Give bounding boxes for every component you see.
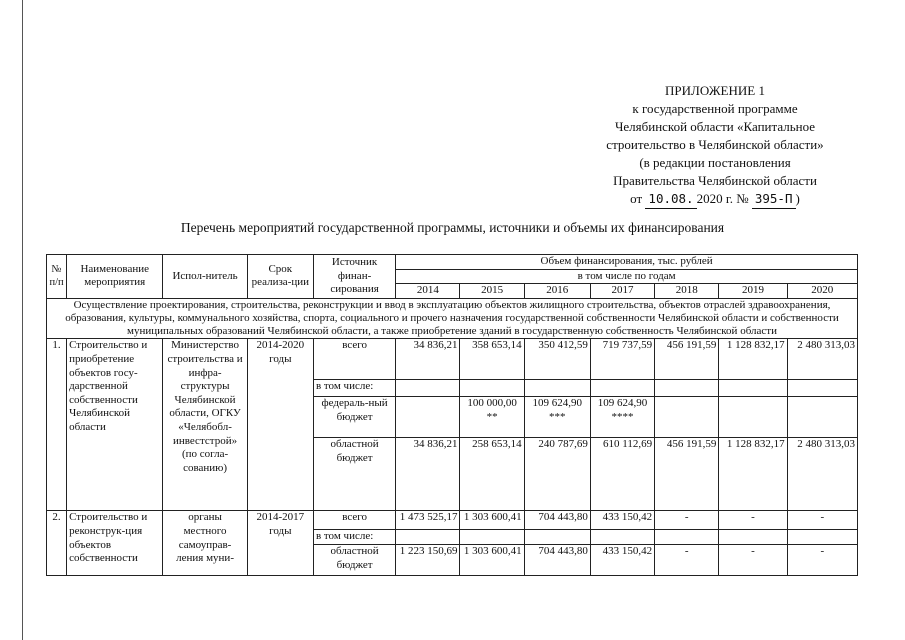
document-title: Перечень мероприятий государственной программы, источники и объемы их финансирования: [180, 220, 725, 235]
row2-reg-2020: -: [787, 545, 857, 576]
row1-fed-2014: [396, 397, 460, 438]
decree-number: 395-П: [752, 190, 796, 209]
year-cell: 2015: [460, 284, 524, 299]
row2-reg-2015: 1 303 600,41: [460, 545, 524, 576]
row1-fed-2017: 109 624,90 ****: [590, 397, 654, 438]
header-date-line: [560, 190, 870, 209]
row2-source-including: в том числе:: [313, 530, 395, 545]
appendix-header: [560, 82, 870, 209]
row1-fed-2015: 100 000,00 **: [460, 397, 524, 438]
header-line4: строительство в Челябинской области»: [606, 137, 824, 152]
row2-reg-2018: -: [655, 545, 719, 576]
header-line6: Правительства Челябинской области: [613, 173, 817, 188]
row2-total-2016: 704 443,80: [524, 511, 590, 530]
row1-total-2015: 358 653,14: [460, 339, 524, 380]
row1-fed-2016: 109 624,90 ***: [524, 397, 590, 438]
page-edge-line: [22, 0, 23, 640]
header-row-1: [47, 255, 858, 270]
row1-num: 1.: [47, 339, 67, 511]
row2-reg-2017: 433 150,42: [590, 545, 654, 576]
section-title: Осуществление проектирования, строительства, реконструкции и ввод в эксплуатацию объектов жилищного строительства, объектов отраслей здравоохранения, образования, культуры, коммунального хозяйства, спорта, социального и прочего назначения государственной собственности Челябинской области и собственности муниципальных образований Челябинской области, а также приобретение зданий в государственную собственность Челябинской области: [47, 298, 858, 339]
row2-source-regional: областной бюджет: [313, 545, 395, 576]
date-suffix: 2020 г. №: [696, 191, 749, 206]
col-header-name: Наименование мероприятия: [67, 255, 163, 299]
year-cell: 2014: [396, 284, 460, 299]
row1-name: Строительство и приобретение объектов госу-дарственной собственности Челябинской области: [67, 339, 163, 511]
row1-fed-2019: [719, 397, 787, 438]
row1-reg-2020: 2 480 313,03: [787, 438, 857, 511]
row1-total: [47, 339, 858, 380]
section-row: [47, 298, 858, 339]
row1-source-regional: областной бюджет: [313, 438, 395, 511]
row1-total-2014: 34 836,21: [396, 339, 460, 380]
row2-total-2018: -: [655, 511, 719, 530]
row1-source-including: в том числе:: [313, 380, 395, 397]
row1-reg-2015: 258 653,14: [460, 438, 524, 511]
financing-table: [46, 254, 858, 576]
row2-total-2015: 1 303 600,41: [460, 511, 524, 530]
row2-total: [47, 511, 858, 530]
row1-reg-2018: 456 191,59: [655, 438, 719, 511]
year-cell: 2019: [719, 284, 787, 299]
year-cell: 2018: [655, 284, 719, 299]
row1-source-federal: федераль-ный бюджет: [313, 397, 395, 438]
row1-executor: Министерство строительства и инфра-структуры Челябинской области, ОГКУ «Челябобл-инвестстрой» (по согла-сованию): [163, 339, 247, 511]
row1-fed-2020: [787, 397, 857, 438]
row2-total-2019: -: [719, 511, 787, 530]
header-line1: ПРИЛОЖЕНИЕ 1: [665, 83, 765, 98]
row1-source-total: всего: [313, 339, 395, 380]
date-prefix: от: [630, 191, 643, 206]
header-line2: к государственной программе: [632, 101, 798, 116]
col-header-by-years: в том числе по годам: [396, 269, 858, 284]
col-header-source: Источник финан-сирования: [313, 255, 395, 299]
row1-fed-2018: [655, 397, 719, 438]
row2-term: 2014-2017 годы: [247, 511, 313, 576]
col-header-volume: Объем финансирования, тыс. рублей: [396, 255, 858, 270]
row1-reg-2017: 610 112,69: [590, 438, 654, 511]
row1-total-2017: 719 737,59: [590, 339, 654, 380]
row2-reg-2016: 704 443,80: [524, 545, 590, 576]
row1-reg-2014: 34 836,21: [396, 438, 460, 511]
row2-executor: органы местного самоуправ-ления муни-: [163, 511, 247, 576]
row2-reg-2014: 1 223 150,69: [396, 545, 460, 576]
row1-total-2018: 456 191,59: [655, 339, 719, 380]
row2-name: Строительство и реконструк-ция объектов собственности: [67, 511, 163, 576]
header-line5: (в редакции постановления: [639, 155, 791, 170]
row1-reg-2019: 1 128 832,17: [719, 438, 787, 511]
year-cell: 2016: [524, 284, 590, 299]
row2-total-2017: 433 150,42: [590, 511, 654, 530]
year-cell: 2017: [590, 284, 654, 299]
date-value: 10.08.: [645, 190, 696, 209]
col-header-executor: Испол-нитель: [163, 255, 247, 299]
row2-total-2020: -: [787, 511, 857, 530]
year-cell: 2020: [787, 284, 857, 299]
row2-num: 2.: [47, 511, 67, 576]
row1-total-2020: 2 480 313,03: [787, 339, 857, 380]
row1-term: 2014-2020 годы: [247, 339, 313, 511]
row2-reg-2019: -: [719, 545, 787, 576]
col-header-term: Срок реализа-ции: [247, 255, 313, 299]
row1-reg-2016: 240 787,69: [524, 438, 590, 511]
row1-total-2019: 1 128 832,17: [719, 339, 787, 380]
row2-total-2014: 1 473 525,17: [396, 511, 460, 530]
row2-source-total: всего: [313, 511, 395, 530]
header-line3: Челябинской области «Капитальное: [614, 119, 816, 134]
close-paren: ): [795, 191, 800, 206]
row1-total-2016: 350 412,59: [524, 339, 590, 380]
col-header-num: № п/п: [47, 255, 67, 299]
